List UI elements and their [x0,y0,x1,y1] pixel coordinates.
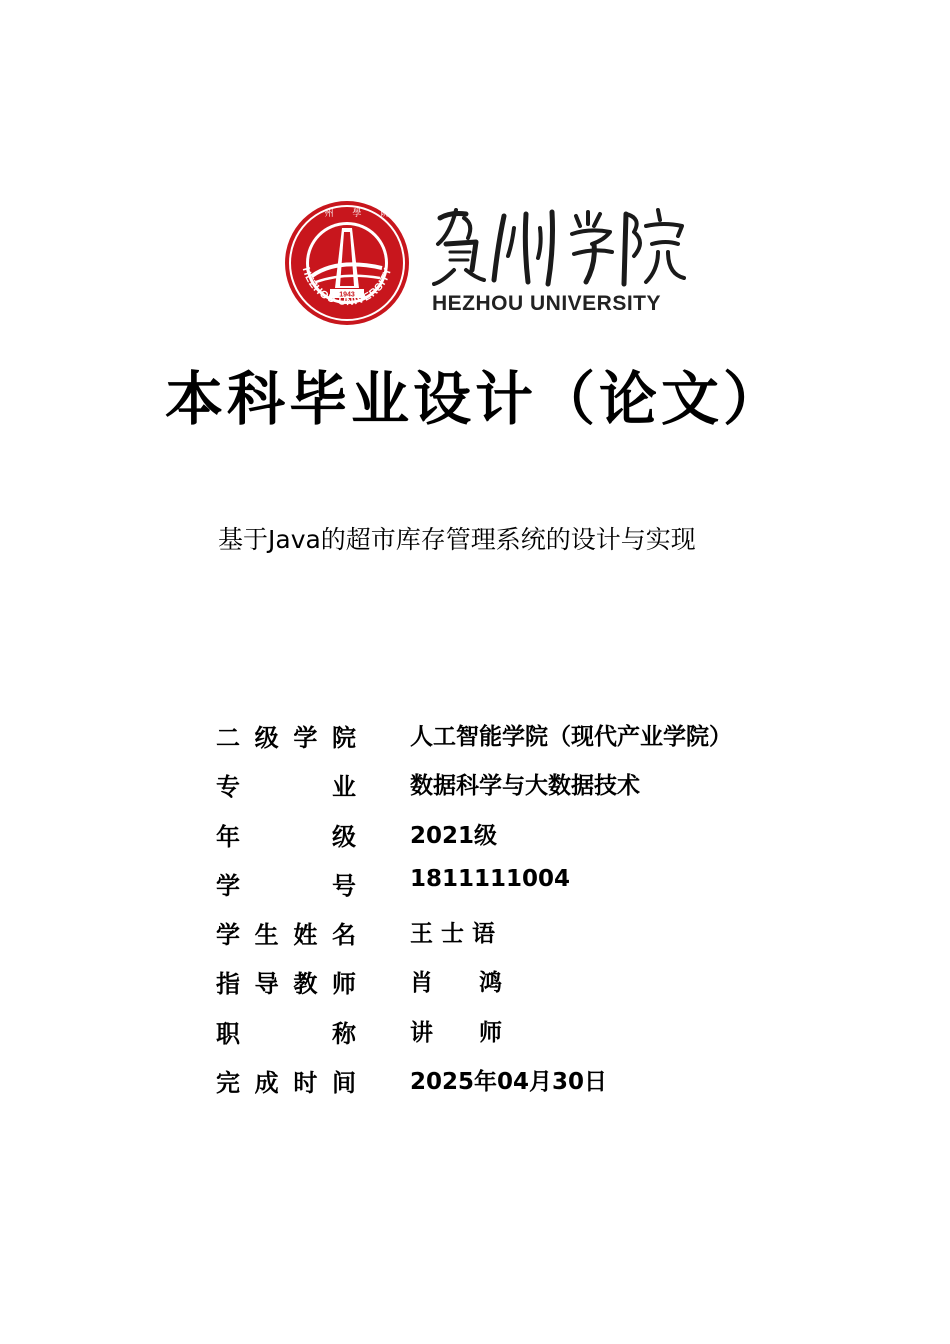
svg-text:HEZHOU UNIVERSITY: HEZHOU UNIVERSITY [299,266,395,309]
info-label-char: 专 [216,773,240,802]
info-label [216,718,356,753]
university-seal-icon [282,198,412,328]
info-label-char: 时 [293,1069,318,1098]
info-label-char: 名 [331,921,356,950]
info-value: 数据科学与大数据技术 [410,773,640,800]
info-value: 1811111004 [410,865,571,892]
university-logo [282,198,692,328]
info-label-char: 教 [293,970,318,999]
info-label [216,964,356,999]
info-label-char: 学 [216,871,240,900]
svg-text:賀 州 學 院: 賀 州 學 院 [296,209,398,219]
info-label [216,817,356,852]
info-label-char: 级 [332,822,356,851]
calligraphy-name-icon [428,204,688,288]
info-label [216,1014,356,1049]
info-label-char: 间 [331,1069,356,1098]
info-label-char: 学 [293,724,318,752]
info-label-char: 业 [332,773,356,802]
info-label-char: 级 [254,724,279,752]
info-label-char: 职 [216,1019,240,1048]
info-label [216,1063,356,1098]
info-label-char: 成 [254,1069,279,1098]
info-label-char: 学 [216,921,240,950]
info-label-char: 年 [216,822,240,851]
info-label-char: 二 [216,724,240,752]
info-value: 王 士 语 [410,921,496,948]
info-value: 肖 鸿 [410,970,502,997]
info-value: 人工智能学院（现代产业学院） [410,724,732,750]
info-label-char: 称 [332,1019,356,1048]
info-label-char: 指 [216,970,240,999]
info-label-char: 生 [254,921,279,950]
info-label-char: 姓 [293,921,318,950]
info-value: 2025年04月30日 [410,1069,608,1096]
info-label [216,767,356,802]
info-label [216,915,356,950]
info-value: 2021级 [410,822,498,849]
info-label-char: 导 [254,970,279,999]
info-label-char: 院 [331,724,356,752]
info-label-char: 师 [331,970,356,999]
svg-text:1943: 1943 [339,291,355,299]
university-english-name: HEZHOU UNIVERSITY [432,292,662,315]
info-label [216,866,356,901]
info-label-char: 号 [332,871,356,900]
info-label-char: 完 [216,1069,240,1098]
info-value: 讲 师 [410,1019,502,1046]
document-title: 本科毕业设计（论文） [164,365,785,433]
thesis-title: 基于Java的超市库存管理系统的设计与实现 [218,525,696,554]
